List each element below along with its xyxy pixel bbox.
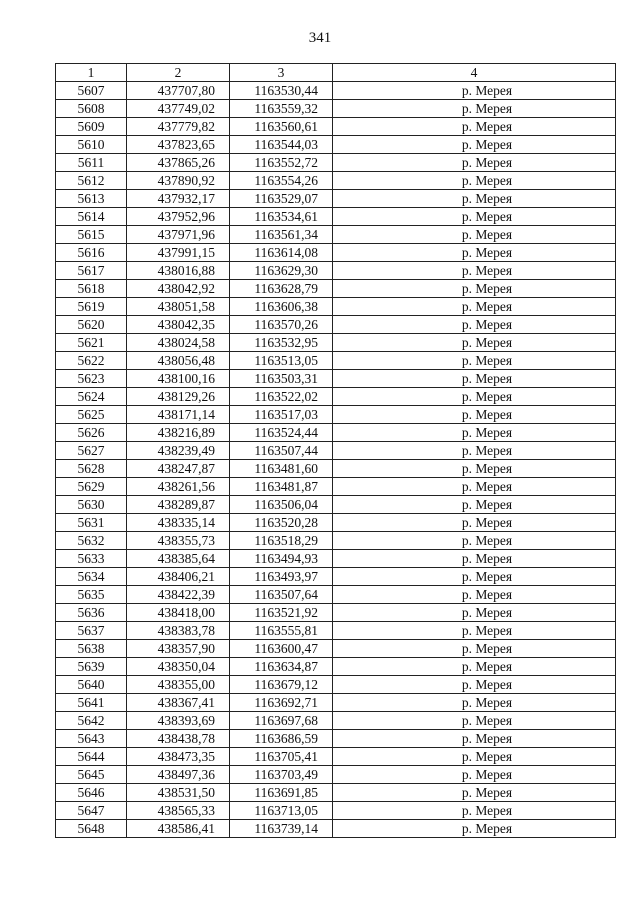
table-row xyxy=(56,712,616,730)
y-coordinate-cell: 1163513,05 xyxy=(230,352,333,370)
location-cell: р. Мерея xyxy=(333,514,616,532)
point-number-cell: 5613 xyxy=(56,190,127,208)
y-coordinate-cell: 1163628,79 xyxy=(230,280,333,298)
x-coordinate-cell: 437749,02 xyxy=(127,100,230,118)
point-number-cell: 5617 xyxy=(56,262,127,280)
table-row xyxy=(56,676,616,694)
point-number-cell: 5607 xyxy=(56,82,127,100)
x-coordinate-cell: 438565,33 xyxy=(127,802,230,820)
point-number-cell: 5609 xyxy=(56,118,127,136)
point-number-cell: 5615 xyxy=(56,226,127,244)
x-coordinate-cell: 438042,92 xyxy=(127,280,230,298)
location-cell: р. Мерея xyxy=(333,154,616,172)
y-coordinate-cell: 1163705,41 xyxy=(230,748,333,766)
y-coordinate-cell: 1163713,05 xyxy=(230,802,333,820)
point-number-cell: 5631 xyxy=(56,514,127,532)
y-coordinate-cell: 1163493,97 xyxy=(230,568,333,586)
location-cell: р. Мерея xyxy=(333,568,616,586)
y-coordinate-cell: 1163507,44 xyxy=(230,442,333,460)
location-cell: р. Мерея xyxy=(333,406,616,424)
coordinates-table xyxy=(55,63,616,838)
point-number-cell: 5618 xyxy=(56,280,127,298)
point-number-cell: 5611 xyxy=(56,154,127,172)
x-coordinate-cell: 438393,69 xyxy=(127,712,230,730)
y-coordinate-cell: 1163529,07 xyxy=(230,190,333,208)
y-coordinate-cell: 1163534,61 xyxy=(230,208,333,226)
x-coordinate-cell: 437991,15 xyxy=(127,244,230,262)
location-cell: р. Мерея xyxy=(333,82,616,100)
table-row xyxy=(56,460,616,478)
location-cell: р. Мерея xyxy=(333,100,616,118)
location-cell: р. Мерея xyxy=(333,388,616,406)
location-cell: р. Мерея xyxy=(333,658,616,676)
column-header-2: 2 xyxy=(127,64,230,82)
point-number-cell: 5636 xyxy=(56,604,127,622)
table-row xyxy=(56,388,616,406)
point-number-cell: 5632 xyxy=(56,532,127,550)
point-number-cell: 5619 xyxy=(56,298,127,316)
y-coordinate-cell: 1163691,85 xyxy=(230,784,333,802)
y-coordinate-cell: 1163697,68 xyxy=(230,712,333,730)
y-coordinate-cell: 1163629,30 xyxy=(230,262,333,280)
point-number-cell: 5648 xyxy=(56,820,127,838)
x-coordinate-cell: 438247,87 xyxy=(127,460,230,478)
location-cell: р. Мерея xyxy=(333,262,616,280)
point-number-cell: 5622 xyxy=(56,352,127,370)
location-cell: р. Мерея xyxy=(333,136,616,154)
table-row xyxy=(56,334,616,352)
location-cell: р. Мерея xyxy=(333,730,616,748)
point-number-cell: 5638 xyxy=(56,640,127,658)
table-row xyxy=(56,172,616,190)
point-number-cell: 5624 xyxy=(56,388,127,406)
table-row xyxy=(56,568,616,586)
y-coordinate-cell: 1163524,44 xyxy=(230,424,333,442)
table-row xyxy=(56,550,616,568)
location-cell: р. Мерея xyxy=(333,460,616,478)
column-header-3: 3 xyxy=(230,64,333,82)
x-coordinate-cell: 438355,73 xyxy=(127,532,230,550)
y-coordinate-cell: 1163494,93 xyxy=(230,550,333,568)
location-cell: р. Мерея xyxy=(333,424,616,442)
table-row xyxy=(56,820,616,838)
point-number-cell: 5608 xyxy=(56,100,127,118)
table-row xyxy=(56,496,616,514)
x-coordinate-cell: 437865,26 xyxy=(127,154,230,172)
y-coordinate-cell: 1163559,32 xyxy=(230,100,333,118)
table-row xyxy=(56,586,616,604)
point-number-cell: 5645 xyxy=(56,766,127,784)
point-number-cell: 5643 xyxy=(56,730,127,748)
y-coordinate-cell: 1163552,72 xyxy=(230,154,333,172)
table-body xyxy=(56,82,616,838)
x-coordinate-cell: 438586,41 xyxy=(127,820,230,838)
x-coordinate-cell: 438422,39 xyxy=(127,586,230,604)
y-coordinate-cell: 1163679,12 xyxy=(230,676,333,694)
point-number-cell: 5612 xyxy=(56,172,127,190)
point-number-cell: 5626 xyxy=(56,424,127,442)
location-cell: р. Мерея xyxy=(333,118,616,136)
x-coordinate-cell: 437707,80 xyxy=(127,82,230,100)
y-coordinate-cell: 1163503,31 xyxy=(230,370,333,388)
y-coordinate-cell: 1163703,49 xyxy=(230,766,333,784)
table-row xyxy=(56,298,616,316)
header-row xyxy=(56,64,616,82)
point-number-cell: 5628 xyxy=(56,460,127,478)
y-coordinate-cell: 1163544,03 xyxy=(230,136,333,154)
point-number-cell: 5620 xyxy=(56,316,127,334)
point-number-cell: 5647 xyxy=(56,802,127,820)
table-row xyxy=(56,784,616,802)
location-cell: р. Мерея xyxy=(333,298,616,316)
table-row xyxy=(56,766,616,784)
location-cell: р. Мерея xyxy=(333,712,616,730)
table-row xyxy=(56,280,616,298)
y-coordinate-cell: 1163739,14 xyxy=(230,820,333,838)
table-row xyxy=(56,730,616,748)
y-coordinate-cell: 1163600,47 xyxy=(230,640,333,658)
x-coordinate-cell: 438289,87 xyxy=(127,496,230,514)
location-cell: р. Мерея xyxy=(333,334,616,352)
x-coordinate-cell: 438406,21 xyxy=(127,568,230,586)
table-row xyxy=(56,136,616,154)
x-coordinate-cell: 438418,00 xyxy=(127,604,230,622)
x-coordinate-cell: 438042,35 xyxy=(127,316,230,334)
x-coordinate-cell: 438367,41 xyxy=(127,694,230,712)
point-number-cell: 5637 xyxy=(56,622,127,640)
table-row xyxy=(56,532,616,550)
y-coordinate-cell: 1163518,29 xyxy=(230,532,333,550)
location-cell: р. Мерея xyxy=(333,586,616,604)
table-row xyxy=(56,118,616,136)
column-header-1: 1 xyxy=(56,64,127,82)
location-cell: р. Мерея xyxy=(333,820,616,838)
point-number-cell: 5623 xyxy=(56,370,127,388)
table-row xyxy=(56,316,616,334)
y-coordinate-cell: 1163560,61 xyxy=(230,118,333,136)
x-coordinate-cell: 438473,35 xyxy=(127,748,230,766)
table-row xyxy=(56,208,616,226)
x-coordinate-cell: 438531,50 xyxy=(127,784,230,802)
x-coordinate-cell: 438216,89 xyxy=(127,424,230,442)
location-cell: р. Мерея xyxy=(333,604,616,622)
location-cell: р. Мерея xyxy=(333,478,616,496)
x-coordinate-cell: 437779,82 xyxy=(127,118,230,136)
point-number-cell: 5635 xyxy=(56,586,127,604)
table-row xyxy=(56,640,616,658)
y-coordinate-cell: 1163481,60 xyxy=(230,460,333,478)
y-coordinate-cell: 1163686,59 xyxy=(230,730,333,748)
location-cell: р. Мерея xyxy=(333,190,616,208)
table-row xyxy=(56,244,616,262)
table-row xyxy=(56,82,616,100)
y-coordinate-cell: 1163530,44 xyxy=(230,82,333,100)
x-coordinate-cell: 438171,14 xyxy=(127,406,230,424)
x-coordinate-cell: 438129,26 xyxy=(127,388,230,406)
point-number-cell: 5630 xyxy=(56,496,127,514)
table-row xyxy=(56,514,616,532)
page-number: 341 xyxy=(308,30,332,46)
location-cell: р. Мерея xyxy=(333,532,616,550)
table-row xyxy=(56,604,616,622)
table-row xyxy=(56,190,616,208)
x-coordinate-cell: 438383,78 xyxy=(127,622,230,640)
table-row xyxy=(56,370,616,388)
point-number-cell: 5616 xyxy=(56,244,127,262)
location-cell: р. Мерея xyxy=(333,622,616,640)
table-row xyxy=(56,658,616,676)
point-number-cell: 5639 xyxy=(56,658,127,676)
table-row xyxy=(56,226,616,244)
x-coordinate-cell: 437890,92 xyxy=(127,172,230,190)
location-cell: р. Мерея xyxy=(333,748,616,766)
table-row xyxy=(56,694,616,712)
table-row xyxy=(56,424,616,442)
location-cell: р. Мерея xyxy=(333,316,616,334)
y-coordinate-cell: 1163517,03 xyxy=(230,406,333,424)
x-coordinate-cell: 438056,48 xyxy=(127,352,230,370)
table-row xyxy=(56,154,616,172)
location-cell: р. Мерея xyxy=(333,208,616,226)
location-cell: р. Мерея xyxy=(333,352,616,370)
table-row xyxy=(56,622,616,640)
x-coordinate-cell: 438497,36 xyxy=(127,766,230,784)
y-coordinate-cell: 1163614,08 xyxy=(230,244,333,262)
y-coordinate-cell: 1163555,81 xyxy=(230,622,333,640)
location-cell: р. Мерея xyxy=(333,640,616,658)
x-coordinate-cell: 438100,16 xyxy=(127,370,230,388)
location-cell: р. Мерея xyxy=(333,370,616,388)
x-coordinate-cell: 438355,00 xyxy=(127,676,230,694)
table-row xyxy=(56,100,616,118)
table-row xyxy=(56,262,616,280)
location-cell: р. Мерея xyxy=(333,802,616,820)
y-coordinate-cell: 1163692,71 xyxy=(230,694,333,712)
point-number-cell: 5644 xyxy=(56,748,127,766)
location-cell: р. Мерея xyxy=(333,766,616,784)
y-coordinate-cell: 1163507,64 xyxy=(230,586,333,604)
point-number-cell: 5634 xyxy=(56,568,127,586)
x-coordinate-cell: 438335,14 xyxy=(127,514,230,532)
x-coordinate-cell: 438350,04 xyxy=(127,658,230,676)
x-coordinate-cell: 438261,56 xyxy=(127,478,230,496)
y-coordinate-cell: 1163561,34 xyxy=(230,226,333,244)
x-coordinate-cell: 438357,90 xyxy=(127,640,230,658)
y-coordinate-cell: 1163554,26 xyxy=(230,172,333,190)
x-coordinate-cell: 437823,65 xyxy=(127,136,230,154)
table-row xyxy=(56,748,616,766)
table-row xyxy=(56,406,616,424)
point-number-cell: 5625 xyxy=(56,406,127,424)
y-coordinate-cell: 1163522,02 xyxy=(230,388,333,406)
location-cell: р. Мерея xyxy=(333,550,616,568)
y-coordinate-cell: 1163520,28 xyxy=(230,514,333,532)
y-coordinate-cell: 1163521,92 xyxy=(230,604,333,622)
y-coordinate-cell: 1163506,04 xyxy=(230,496,333,514)
table-row xyxy=(56,478,616,496)
x-coordinate-cell: 438239,49 xyxy=(127,442,230,460)
point-number-cell: 5646 xyxy=(56,784,127,802)
table-row xyxy=(56,802,616,820)
location-cell: р. Мерея xyxy=(333,784,616,802)
column-header-4: 4 xyxy=(333,64,616,82)
location-cell: р. Мерея xyxy=(333,496,616,514)
point-number-cell: 5640 xyxy=(56,676,127,694)
y-coordinate-cell: 1163634,87 xyxy=(230,658,333,676)
location-cell: р. Мерея xyxy=(333,442,616,460)
y-coordinate-cell: 1163606,38 xyxy=(230,298,333,316)
x-coordinate-cell: 437952,96 xyxy=(127,208,230,226)
y-coordinate-cell: 1163532,95 xyxy=(230,334,333,352)
location-cell: р. Мерея xyxy=(333,676,616,694)
location-cell: р. Мерея xyxy=(333,694,616,712)
location-cell: р. Мерея xyxy=(333,280,616,298)
x-coordinate-cell: 437932,17 xyxy=(127,190,230,208)
x-coordinate-cell: 438051,58 xyxy=(127,298,230,316)
x-coordinate-cell: 438016,88 xyxy=(127,262,230,280)
point-number-cell: 5641 xyxy=(56,694,127,712)
x-coordinate-cell: 438385,64 xyxy=(127,550,230,568)
table-row xyxy=(56,352,616,370)
location-cell: р. Мерея xyxy=(333,172,616,190)
location-cell: р. Мерея xyxy=(333,226,616,244)
x-coordinate-cell: 438438,78 xyxy=(127,730,230,748)
location-cell: р. Мерея xyxy=(333,244,616,262)
point-number-cell: 5633 xyxy=(56,550,127,568)
point-number-cell: 5621 xyxy=(56,334,127,352)
point-number-cell: 5614 xyxy=(56,208,127,226)
y-coordinate-cell: 1163481,87 xyxy=(230,478,333,496)
x-coordinate-cell: 438024,58 xyxy=(127,334,230,352)
point-number-cell: 5629 xyxy=(56,478,127,496)
table-header xyxy=(56,64,616,82)
y-coordinate-cell: 1163570,26 xyxy=(230,316,333,334)
point-number-cell: 5627 xyxy=(56,442,127,460)
point-number-cell: 5642 xyxy=(56,712,127,730)
x-coordinate-cell: 437971,96 xyxy=(127,226,230,244)
table-row xyxy=(56,442,616,460)
point-number-cell: 5610 xyxy=(56,136,127,154)
